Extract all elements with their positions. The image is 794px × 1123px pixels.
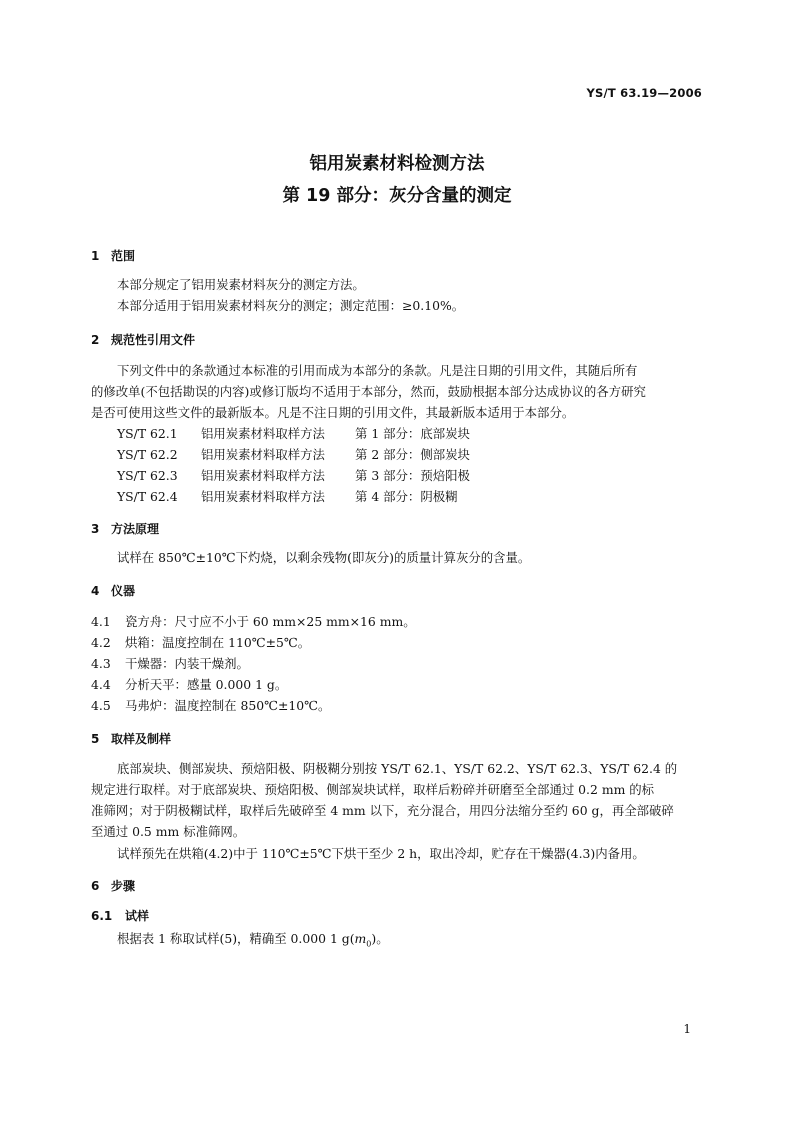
s1-para-2: 本部分适用于铝用炭素材料灰分的测定；测定范围：≥0.10%。 [117, 298, 465, 313]
standard-code: YS/T 63.19—2006 [586, 86, 702, 100]
s5-line-4: 至通过 0.5 mm 标准筛网。 [91, 824, 246, 839]
section-1-heading: 1 范围 [91, 249, 136, 263]
instrument-item: 4.1 瓷方舟：尺寸应不小于 60 mm×25 mm×16 mm。 [91, 614, 416, 629]
section-6-heading: 6 步骤 [91, 879, 136, 893]
section-2-heading: 2 规范性引用文件 [91, 333, 196, 347]
subsection-6-1-heading: 6.1 试样 [91, 909, 150, 923]
s2-line-2: 的修改单(不包括勘误的内容)或修订版均不适用于本部分，然而，鼓励根据本部分达成协议的各方研究 [91, 384, 646, 399]
instrument-item: 4.4 分析天平：感量 0.000 1 g。 [91, 677, 288, 692]
s1-para-1: 本部分规定了铝用炭素材料灰分的测定方法。 [117, 277, 365, 292]
section-5-heading: 5 取样及制样 [91, 732, 172, 746]
instrument-item: 4.3 干燥器：内装干燥剂。 [91, 656, 249, 671]
s5-line-1: 底部炭块、侧部炭块、预焙阳极、阴极糊分别按 YS/T 62.1、YS/T 62.2、YS/T 62.3、YS/T 62.4 的 [117, 761, 678, 776]
doc-title-line1: 铝用炭素材料检测方法 [309, 154, 485, 174]
s3-para: 试样在 850℃±10℃下灼烧，以剩余残物(即灰分)的质量计算灰分的含量。 [117, 550, 531, 565]
s5-line-3: 准筛网；对于阴极糊试样，取样后先破碎至 4 mm 以下，充分混合，用四分法缩分至约 60 g，再全部破碎 [91, 803, 674, 818]
instrument-item: 4.5 马弗炉：温度控制在 850℃±10℃。 [91, 698, 331, 713]
doc-title-line2: 第 19 部分：灰分含量的测定 [282, 186, 512, 206]
section-4-heading: 4 仪器 [91, 584, 136, 598]
s2-line-3: 是否可使用这些文件的最新版本。凡是不注日期的引用文件，其最新版本适用于本部分。 [91, 405, 575, 420]
s2-line-1: 下列文件中的条款通过本标准的引用而成为本部分的条款。凡是注日期的引用文件，其随后所有 [117, 363, 638, 378]
s6-1-para: 根据表 1 称取试样(5)，精确至 0.000 1 $g(m_0)$。 [117, 931, 389, 949]
instrument-item: 4.2 烘箱：温度控制在 110℃±5℃。 [91, 635, 311, 650]
ref-item: YS/T 62.2 铝用炭素材料取样方法 第 2 部分：侧部炭块 [117, 447, 470, 462]
mass-variable: m [354, 931, 367, 946]
ref-item: YS/T 62.3 铝用炭素材料取样方法 第 3 部分：预焙阳极 [117, 468, 470, 483]
s5-line-2: 规定进行取样。对于底部炭块、预焙阳极、侧部炭块试样，取样后粉碎并研磨至全部通过 0.2 mm 的标 [91, 782, 655, 797]
s5-line-5: 试样预先在烘箱(4.2)中于 110℃±5℃下烘干至少 2 h，取出冷却，贮存在干燥器(4.3)内备用。 [117, 846, 645, 861]
page-number: 1 [683, 1022, 691, 1036]
ref-item: YS/T 62.4 铝用炭素材料取样方法 第 4 部分：阴极糊 [117, 489, 458, 504]
section-3-heading: 3 方法原理 [91, 522, 160, 536]
ref-item: YS/T 62.1 铝用炭素材料取样方法 第 1 部分：底部炭块 [117, 426, 470, 441]
